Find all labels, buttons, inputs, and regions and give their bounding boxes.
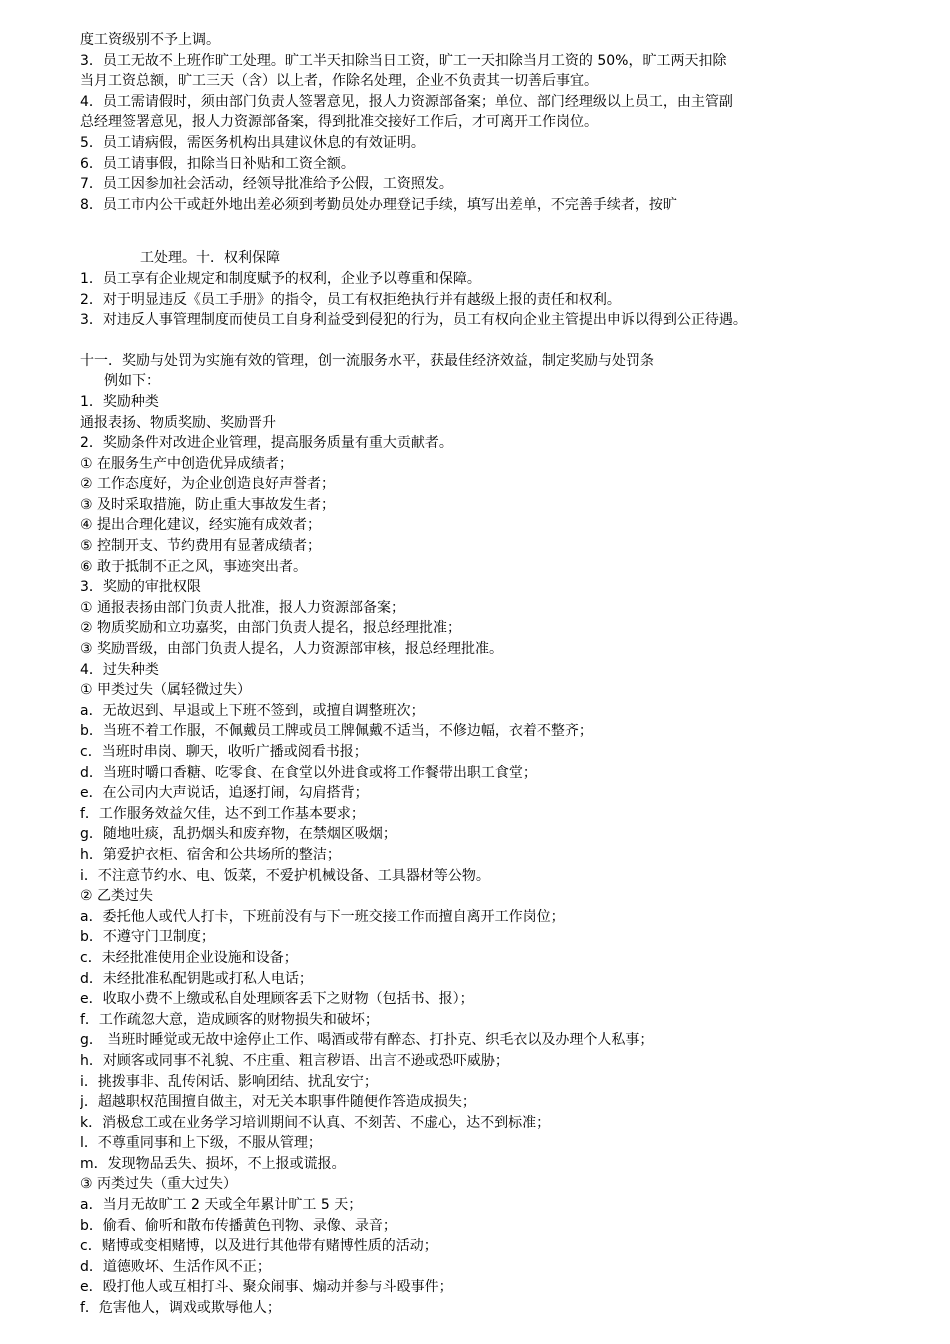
text-line: 3．奖励的审批权限 — [80, 579, 201, 596]
text-line: 4．过失种类 — [80, 661, 159, 678]
list-item: ④ 提出合理化建议，经实施有成效者； — [80, 517, 321, 534]
paragraph-spacer — [80, 331, 880, 351]
text-line: 2．对于明显违反《员工手册》的指令，员工有权拒绝执行并有越级上报的责任和权利。 — [80, 291, 621, 308]
list-item: ① 通报表扬由部门负责人批准，报人力资源部备案； — [80, 599, 405, 616]
text-line: 通报表扬、物质奖励、奖励晋升 — [80, 414, 276, 431]
list-item: e．殴打他人或互相打斗、聚众闹事、煽动并参与斗殴事件； — [80, 1279, 453, 1296]
paragraph-spacer — [80, 215, 880, 248]
list-item: m．发现物品丢失、损坏，不上报或谎报。 — [80, 1155, 346, 1172]
list-item: ① 在服务生产中创造优异成绩者； — [80, 455, 294, 472]
list-item: d．道德败坏、生活作风不正； — [80, 1258, 271, 1275]
list-item: ⑤ 控制开支、节约费用有显著成绩者； — [80, 538, 321, 555]
list-item: b．偷看、偷听和散布传播黄色刊物、录像、录音； — [80, 1217, 397, 1234]
list-item: h．第爱护衣柜、宿舍和公共场所的整洁； — [80, 846, 341, 863]
list-item: ② 工作态度好，为企业创造良好声誉者； — [80, 476, 335, 493]
list-item: f．危害他人，调戏或欺辱他人； — [80, 1300, 281, 1317]
list-item: a．当月无故旷工 2 天或全年累计旷工 5 天； — [80, 1197, 363, 1214]
list-item: e．收取小费不上缴或私自处理顾客丢下之财物（包括书、报）； — [80, 991, 474, 1008]
text-line: 5．员工请病假，需医务机构出具建议休息的有效证明。 — [80, 134, 425, 151]
list-item: g．随地吐痰，乱扔烟头和废弃物，在禁烟区吸烟； — [80, 826, 397, 843]
list-item: d．当班时嚼口香糖、吃零食、在食堂以外进食或将工作餐带出职工食堂； — [80, 764, 537, 781]
list-item: j．超越职权范围擅自做主，对无关本职事件随便作答造成损失； — [80, 1094, 476, 1111]
list-item: l．不尊重同事和上下级，不服从管理； — [80, 1135, 322, 1152]
list-item: ③ 奖励晋级，由部门负责人提名，人力资源部审核，报总经理批准。 — [80, 641, 503, 658]
text-line: 8．员工市内公干或赶外地出差必须到考勤员处办理登记手续，填写出差单，不完善手续者，按旷 — [80, 196, 677, 213]
text-line: 7．员工因参加社会活动，经领导批准给予公假，工资照发。 — [80, 176, 453, 193]
list-item: ⑥ 敢于抵制不正之风，事迹突出者。 — [80, 558, 308, 575]
text-line: 3．员工无故不上班作旷工处理。旷工半天扣除当日工资，旷工一天扣除当月工资的 50%，旷工两天扣除 — [80, 52, 727, 69]
document-page — [80, 30, 880, 1319]
list-item: i．挑拨事非、乱传闲话、影响团结、扰乱安宁； — [80, 1073, 378, 1090]
list-item: ② 物质奖励和立功嘉奖，由部门负责人提名，报总经理批准； — [80, 620, 461, 637]
list-item: ② 乙类过失 — [80, 888, 154, 905]
list-item: f．工作疏忽大意，造成顾客的财物损失和破坏； — [80, 1011, 379, 1028]
list-item: d．未经批准私配钥匙或打私人电话； — [80, 970, 313, 987]
list-item: c．当班时串岗、聊天，收听广播或阅看书报； — [80, 744, 368, 760]
text-line: 例如下： — [104, 373, 160, 390]
text-line: 4．员工需请假时，须由部门负责人签署意见，报人力资源部备案；单位、部门经理级以上员工，由主管副 — [80, 93, 733, 110]
section-heading: 十一．奖励与处罚为实施有效的管理，创一流服务水平，获最佳经济效益，制定奖励与处罚条 — [80, 352, 654, 369]
text-line: 3．对违反人事管理制度而使员工自身利益受到侵犯的行为，员工有权向企业主管提出申诉以得到公正待遇。 — [80, 312, 747, 329]
list-item: k．消极怠工或在业务学习培训期间不认真、不刻苦、不虚心，达不到标准； — [80, 1114, 551, 1131]
list-item: h．对顾客或同事不礼貌、不庄重、粗言秽语、出言不逊或恐吓威胁； — [80, 1052, 509, 1069]
list-item: f．工作服务效益欠佳，达不到工作基本要求； — [80, 805, 365, 822]
list-item: b．不遵守门卫制度； — [80, 929, 215, 946]
list-item: a．无故迟到、早退或上下班不签到，或擅自调整班次； — [80, 702, 425, 719]
section-heading: 工处理。十．权利保障 — [140, 250, 280, 267]
list-item: c．未经批准使用企业设施和设备； — [80, 949, 298, 966]
text-line: 1．奖励种类 — [80, 393, 159, 410]
text-line: 6．员工请事假，扣除当日补贴和工资全额。 — [80, 155, 355, 172]
text-line: 1．员工享有企业规定和制度赋予的权利，企业予以尊重和保障。 — [80, 270, 481, 287]
text-line: 总经理签署意见，报人力资源部备案，得到批准交接好工作后，才可离开工作岗位。 — [80, 114, 598, 131]
text-line: 2．奖励条件对改进企业管理，提高服务质量有重大贡献者。 — [80, 435, 453, 452]
list-item: e．在公司内大声说话，追逐打闹，勾肩搭背； — [80, 785, 369, 802]
list-item: b．当班不着工作服，不佩戴员工牌或员工牌佩戴不适当，不修边幅，衣着不整齐； — [80, 723, 593, 740]
text-line: 当月工资总额，旷工三天（含）以上者，作除名处理，企业不负责其一切善后事宜。 — [80, 73, 598, 90]
list-item: c．赌博或变相赌博，以及进行其他带有赌博性质的活动； — [80, 1238, 438, 1255]
list-item: g． 当班时睡觉或无故中途停止工作、喝酒或带有醉态、打扑克、织毛衣以及办理个人私事； — [80, 1032, 654, 1049]
list-item: i．不注意节约水、电、饭菜，不爱护机械设备、工具器材等公物。 — [80, 867, 490, 884]
list-item: ③ 及时采取措施，防止重大事故发生者； — [80, 496, 335, 513]
list-item: ③ 丙类过失（重大过失） — [80, 1176, 238, 1193]
list-item: a．委托他人或代人打卡，下班前没有与下一班交接工作而擅自离开工作岗位； — [80, 908, 565, 925]
text-line: 度工资级别不予上调。 — [80, 32, 220, 48]
list-item: ① 甲类过失（属轻微过失） — [80, 682, 252, 699]
